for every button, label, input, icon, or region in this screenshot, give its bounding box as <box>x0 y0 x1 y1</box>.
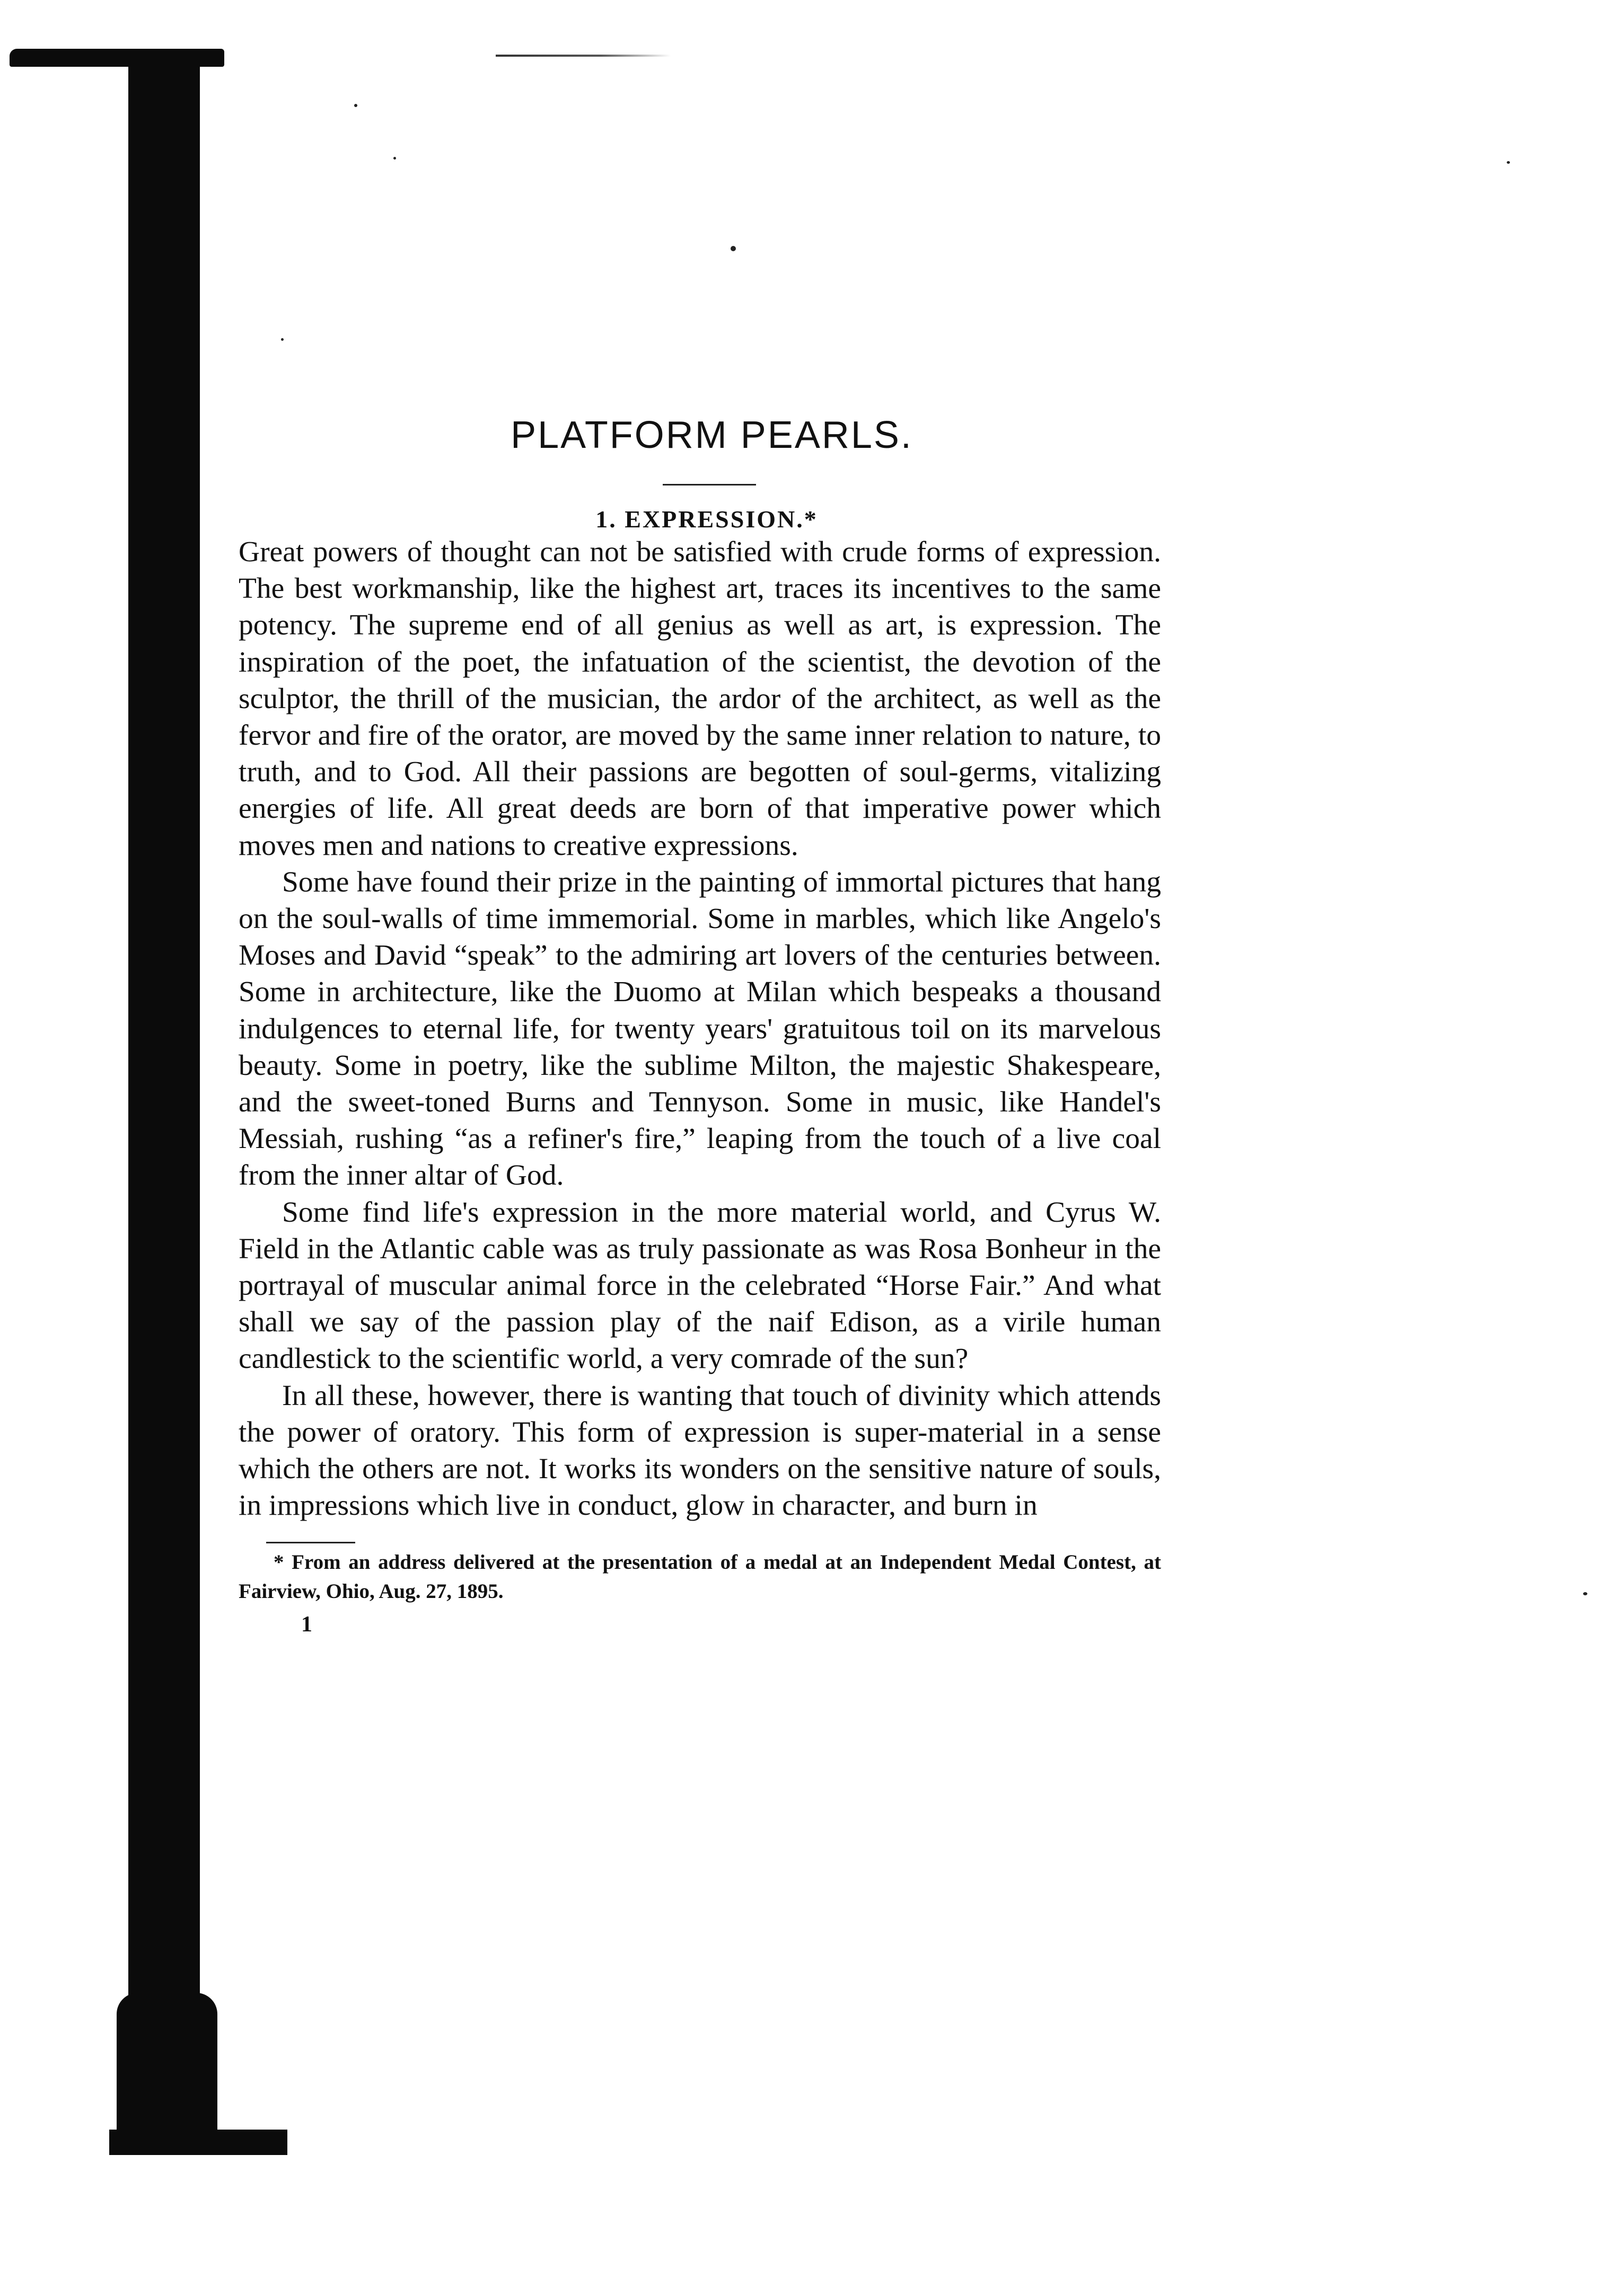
section-heading: 1. EXPRESSION.* <box>595 505 818 533</box>
paragraph: Great powers of thought can not be satisfied with crude forms of expression. The best workmanship, like the highest art, traces its incentives to the same potency. The supreme end of all genius as well as art, is expression. The inspiration of the poet, the infatuation of the scientist, the devotion of the sculptor, the thrill of the musician, the ardor of the architect, as well as the fervor and fire of the orator, are moved by the same inner relation to nature, to truth, and to God. All their passions are begotten of soul-germs, vitalizing energies of life. All great deeds are born of that imperative power which moves men and nations to creative expressions. <box>239 535 1161 862</box>
book-page <box>239 413 1161 1638</box>
binding-edge-base <box>109 2130 287 2155</box>
binding-edge-foot <box>117 1993 217 2136</box>
binding-edge <box>128 64 200 2141</box>
footnote: * From an address delivered at the presentation of a medal at an Independent Medal Contest, at Fairview, Ohio, Aug. 27, 1895. <box>239 1551 1161 1603</box>
scan-streak <box>496 55 671 57</box>
scan-speck <box>1507 161 1510 164</box>
paragraph: Some find life's expression in the more material world, and Cyrus W. Field in the Atlantic cable was as truly passionate as was Rosa Bonheur in the portrayal of muscular animal force in the celebrated “Horse Fair.” And what shall we say of the passion play of the naif Edison, as a virile human candlestick to the scientific world, a very comrade of the sun? <box>239 1196 1161 1375</box>
title-divider <box>663 484 756 485</box>
footnote-divider <box>266 1542 355 1543</box>
page-title: PLATFORM PEARLS. <box>511 414 913 456</box>
scan-speck <box>1583 1592 1587 1595</box>
scan-speck <box>731 246 736 251</box>
body-text <box>239 534 1161 1524</box>
page-number: 1 <box>301 1612 312 1637</box>
paragraph: Some have found their prize in the painting of immortal pictures that hang on the soul-walls of time immemorial. Some in marbles, which like Angelo's Moses and David “speak” to the admiring art lovers of the centuries between. Some in architecture, like the Duomo at Milan which bespeaks a thousand indulgences to eternal life, for twenty years' gratuitous toil on its marvelous beauty. Some in poetry, like the sublime Milton, the majestic Shakespeare, and the sweet-toned Burns and Tennyson. Some in music, like Handel's Messiah, rushing “as a refiner's fire,” leaping from the touch of a live coal from the inner altar of God. <box>239 866 1161 1192</box>
scan-speck <box>354 104 357 107</box>
scan-speck <box>281 338 284 341</box>
paragraph: In all these, however, there is wanting that touch of divinity which attends the power of oratory. This form of expression is super-material in a sense which the others are not. It works its wonders on the sensitive nature of souls, in impressions which live in conduct, glow in character, and burn in <box>239 1379 1161 1522</box>
scan-speck <box>393 157 396 160</box>
